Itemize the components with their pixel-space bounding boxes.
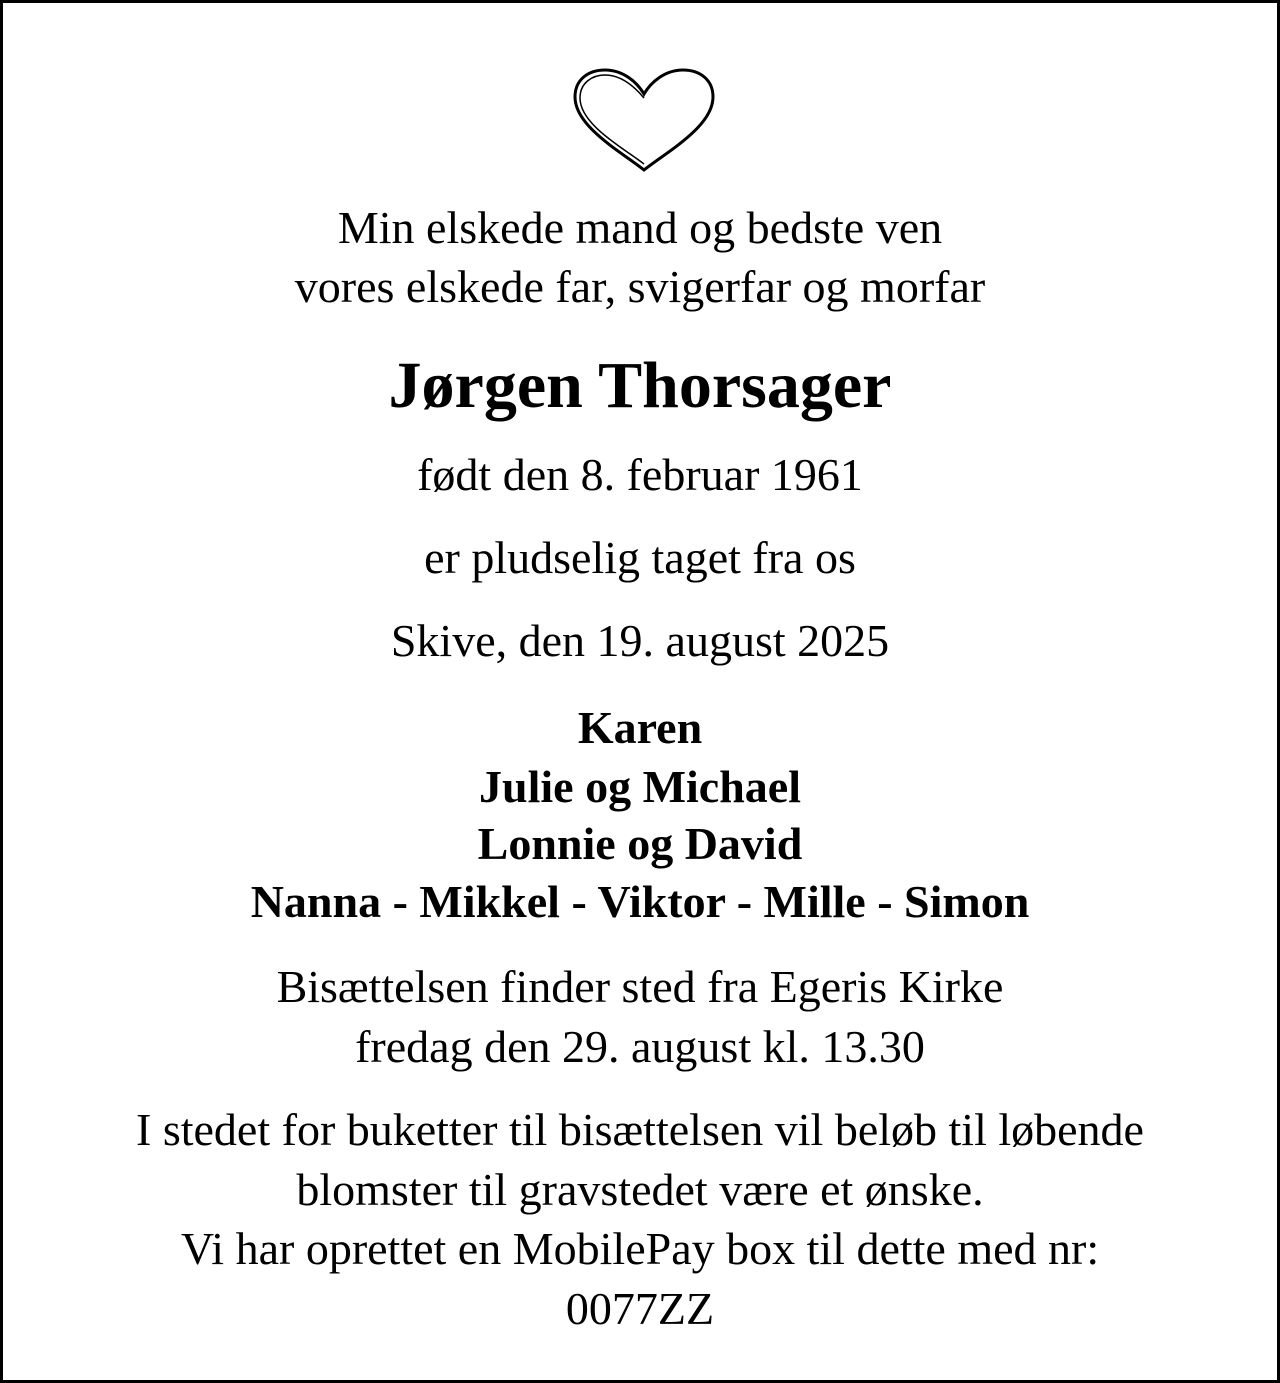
deceased-name: Jørgen Thorsager (388, 349, 892, 422)
birth-date: født den 8. februar 1961 (417, 449, 863, 500)
passing-statement: er pludselig taget fra os (424, 532, 856, 583)
mobilepay-number: 0077ZZ (565, 1283, 715, 1334)
mourner-line: Julie og Michael (479, 761, 801, 812)
intro-line-2: vores elskede far, svigerfar og morfar (294, 261, 986, 312)
donation-line: blomster til gravstedet være et ønske. (296, 1164, 984, 1215)
mourner-line: Lonnie og David (477, 818, 803, 869)
funeral-time: fredag den 29. august kl. 13.30 (355, 1021, 925, 1072)
intro-line-1: Min elskede mand og bedste ven (337, 202, 943, 253)
donation-line: I stedet for buketter til bisættelsen vil beløb til løbende (136, 1104, 1144, 1155)
place-and-date: Skive, den 19. august 2025 (390, 615, 890, 666)
heart-icon (571, 67, 717, 175)
donation-line: Vi har oprettet en MobilePay box til dette med nr: (180, 1223, 1100, 1274)
mourner-line: Nanna - Mikkel - Viktor - Mille - Simon (250, 876, 1030, 927)
funeral-location: Bisættelsen finder sted fra Egeris Kirke (276, 961, 1004, 1012)
mourner-line: Karen (577, 702, 703, 753)
